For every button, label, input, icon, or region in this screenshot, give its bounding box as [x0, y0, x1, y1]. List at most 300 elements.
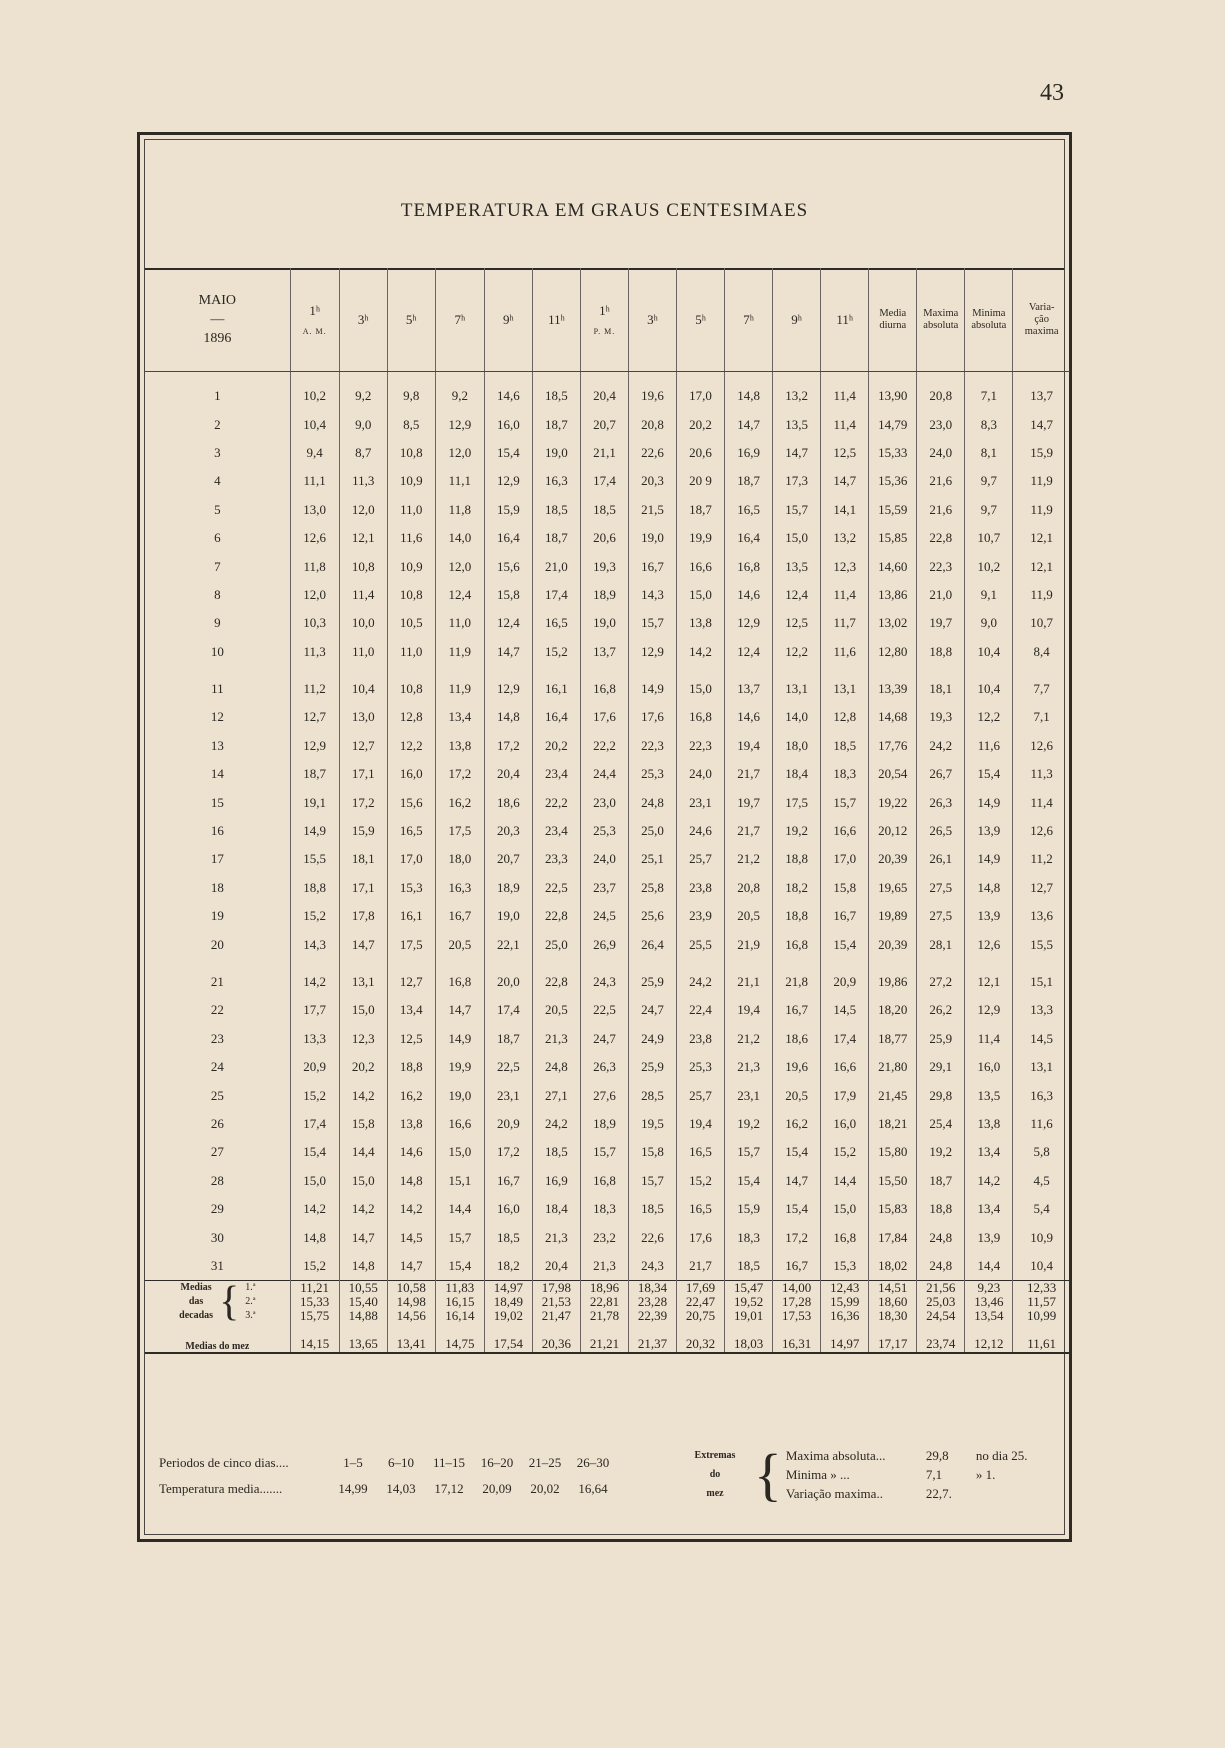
temperature-cell: 14,8 — [965, 874, 1013, 902]
temperature-cell: 15,50 — [869, 1167, 917, 1195]
decadas-cell — [917, 1281, 965, 1324]
decada-value: 15,40 — [348, 1294, 378, 1310]
period-value: 16–20 — [480, 1455, 514, 1470]
decada-value: 11,83 — [445, 1280, 475, 1296]
temperature-cell: 9,0 — [965, 609, 1013, 637]
temperature-cell: 16,4 — [532, 703, 580, 731]
day-number: 31 — [210, 1257, 224, 1273]
decada-value: 10,58 — [396, 1280, 426, 1296]
temperature-cell: 20,6 — [580, 524, 628, 552]
temperature-cell: 15,36 — [869, 467, 917, 495]
temperature-cell: 16,7 — [773, 1252, 821, 1281]
temperature-cell: 15,8 — [484, 581, 532, 609]
decada-ordinal: 3.ª — [245, 1310, 256, 1322]
table-frame — [137, 132, 1072, 1542]
temperature-cell: 14,5 — [821, 996, 869, 1024]
temperature-cell: 22,8 — [532, 959, 580, 996]
temperature-cell: 19,4 — [725, 996, 773, 1024]
temperature-cell: 19,3 — [917, 703, 965, 731]
temperature-cell: 21,0 — [532, 552, 580, 580]
temperature-cell: 16,8 — [580, 666, 628, 703]
temperature-cell: 20,4 — [580, 372, 628, 411]
temperature-cell: 13,8 — [435, 732, 484, 760]
temperature-cell: 17,2 — [484, 732, 532, 760]
temperature-cell: 21,0 — [917, 581, 965, 609]
temperature-cell: 9,7 — [965, 496, 1013, 524]
minima-label: Minima » ... — [785, 1467, 850, 1482]
temperature-cell: 16,5 — [677, 1195, 725, 1223]
temperature-cell: 14,1 — [821, 496, 869, 524]
decada-value: 16,15 — [445, 1294, 475, 1310]
decada-value: 14,97 — [493, 1280, 523, 1296]
temperature-cell: 19,0 — [532, 439, 580, 467]
temperature-label: Temperatura media....... — [159, 1481, 283, 1496]
temperature-cell: 11,0 — [387, 496, 435, 524]
temperature-cell: 25,7 — [677, 1081, 725, 1109]
day-number: 2 — [214, 416, 221, 432]
temperature-cell: 15,5 — [290, 845, 339, 873]
temperature-cell: 13,1 — [773, 666, 821, 703]
temperature-cell: 14,7 — [387, 1252, 435, 1281]
header-hour — [532, 268, 580, 372]
temperature-cell: 19,7 — [725, 788, 773, 816]
header-minima-absoluta — [965, 268, 1013, 372]
header-hour — [580, 268, 628, 372]
temperature-cell: 17,76 — [869, 732, 917, 760]
temperature-cell: 15,3 — [387, 874, 435, 902]
temperature-cell: 16,5 — [532, 609, 580, 637]
decadas-row — [145, 1281, 1070, 1324]
temperature-cell: 21,9 — [725, 930, 773, 958]
medias-mez-cell: 16,31 — [773, 1323, 821, 1352]
temperature-cell: 23,0 — [580, 788, 628, 816]
temperature-cell: 13,7 — [580, 638, 628, 666]
temperature-cell: 18,0 — [773, 732, 821, 760]
header-hour — [821, 268, 869, 372]
temperature-cell: 14,7 — [773, 1167, 821, 1195]
temperature-cell: 18,8 — [387, 1053, 435, 1081]
temperature-cell: 17,1 — [339, 760, 387, 788]
decada-value: 18,34 — [637, 1280, 668, 1296]
temperature-cell: 16,8 — [580, 1167, 628, 1195]
temperature-cell: 15,2 — [290, 902, 339, 930]
header-am: A. M. — [302, 327, 327, 336]
temperature-cell: 20,9 — [290, 1053, 339, 1081]
medias-mez-cell: 12,12 — [965, 1323, 1013, 1352]
temperature-cell: 15,6 — [387, 788, 435, 816]
temperature-cell: 16,1 — [532, 666, 580, 703]
temperature-cell: 17,5 — [773, 788, 821, 816]
temperature-cell: 20,5 — [532, 996, 580, 1024]
temperature-cell: 11,7 — [821, 609, 869, 637]
table-row — [145, 817, 1070, 845]
temperature-cell: 15,1 — [435, 1167, 484, 1195]
header-maxima-absoluta — [917, 268, 965, 372]
medias-mez-cell: 17,17 — [869, 1323, 917, 1352]
temperature-cell: 13,0 — [290, 496, 339, 524]
temperature-cell: 15,4 — [290, 1138, 339, 1166]
temperature-cell: 12,0 — [290, 581, 339, 609]
decadas-cell — [628, 1281, 676, 1324]
header-minima-line: absoluta — [971, 319, 1007, 331]
decadas-cell — [290, 1281, 339, 1324]
temperature-cell: 16,9 — [532, 1167, 580, 1195]
temperature-cell: 21,3 — [580, 1252, 628, 1281]
period-value: 21–25 — [528, 1455, 562, 1470]
temperature-cell: 14,2 — [290, 1195, 339, 1223]
temperature-cell: 24,0 — [917, 439, 965, 467]
header-media-line: Media — [879, 307, 907, 319]
temperature-cell: 18,20 — [869, 996, 917, 1024]
temperature-cell: 10,8 — [387, 666, 435, 703]
medias-mez-cell: 14,15 — [290, 1323, 339, 1352]
temperature-cell: 16,6 — [677, 552, 725, 580]
temperature-cell: 11,0 — [435, 609, 484, 637]
temperature-cell: 13,5 — [773, 552, 821, 580]
temperature-cell: 11,8 — [290, 552, 339, 580]
temperature-cell: 12,0 — [339, 496, 387, 524]
temperature-cell: 12,4 — [773, 581, 821, 609]
temperature-cell: 24,2 — [677, 959, 725, 996]
temperature-cell: 20,5 — [725, 902, 773, 930]
day-number: 20 — [210, 936, 224, 952]
temperature-cell: 12,9 — [484, 666, 532, 703]
temperature-cell: 26,5 — [917, 817, 965, 845]
decadas-cell — [339, 1281, 387, 1324]
temperature-cell: 19,22 — [869, 788, 917, 816]
temperature-cell: 11,9 — [435, 666, 484, 703]
temperature-cell: 5,8 — [1013, 1138, 1070, 1166]
decada-value: 10,55 — [348, 1280, 378, 1296]
temperature-cell: 18,7 — [290, 760, 339, 788]
day-number: 11 — [211, 681, 224, 697]
temperature-cell: 20,39 — [869, 930, 917, 958]
page-title: TEMPERATURA EM GRAUS CENTESIMAES — [400, 200, 809, 221]
temperature-cell: 10,4 — [965, 666, 1013, 703]
temperature-cell: 10,0 — [339, 609, 387, 637]
minima-value: 7,1 — [925, 1467, 943, 1482]
temperature-cell: 15,0 — [290, 1167, 339, 1195]
temperature-cell: 13,4 — [435, 703, 484, 731]
temperature-cell: 20,8 — [917, 372, 965, 411]
temperature-cell: 13,39 — [869, 666, 917, 703]
temperature-cell: 10,8 — [339, 552, 387, 580]
temperature-cell: 14,7 — [484, 638, 532, 666]
temperature-cell: 18,5 — [532, 1138, 580, 1166]
decadas-cell — [387, 1281, 435, 1324]
temperature-cell: 23,4 — [532, 760, 580, 788]
temperature-cell: 16,3 — [435, 874, 484, 902]
temperature-cell: 13,2 — [821, 524, 869, 552]
temperature-cell: 20,5 — [435, 930, 484, 958]
temperature-cell: 18,7 — [484, 1025, 532, 1053]
table-row — [145, 496, 1070, 524]
temperature-cell: 12,7 — [1013, 874, 1070, 902]
day-number: 23 — [210, 1030, 224, 1046]
temperature-cell: 19,2 — [917, 1138, 965, 1166]
temperature-cell: 14,6 — [725, 703, 773, 731]
decada-value: 17,53 — [782, 1308, 812, 1324]
header-variacao-line: ção — [1034, 313, 1049, 325]
temperature-cell: 25,1 — [628, 845, 676, 873]
temperature-cell: 25,8 — [628, 874, 676, 902]
temperature-cell: 17,2 — [773, 1223, 821, 1251]
medias-mez-cell: 21,21 — [580, 1323, 628, 1352]
temperature-cell: 18,9 — [580, 581, 628, 609]
header-maxima-line: Maxima — [923, 307, 959, 319]
temperature-cell: 29,1 — [917, 1053, 965, 1081]
temperature-cell: 20,3 — [484, 817, 532, 845]
decadas-word: das — [188, 1296, 204, 1308]
temperature-cell: 16,7 — [435, 902, 484, 930]
table-row — [145, 1081, 1070, 1109]
header-hour — [628, 268, 676, 372]
temperature-cell: 14,4 — [821, 1167, 869, 1195]
temperature-cell: 11,9 — [435, 638, 484, 666]
temperature-cell: 15,0 — [339, 996, 387, 1024]
temperature-cell: 19,0 — [435, 1081, 484, 1109]
temperature-cell: 17,2 — [339, 788, 387, 816]
temperature-cell: 14,6 — [387, 1138, 435, 1166]
temperature-cell: 18,3 — [580, 1195, 628, 1223]
header-variacao-line: Varia- — [1028, 301, 1055, 313]
temperature-cell: 15,8 — [821, 874, 869, 902]
temperature-cell: 13,6 — [1013, 902, 1070, 930]
temperature-cell: 12,4 — [484, 609, 532, 637]
decada-value: 12,33 — [1027, 1280, 1057, 1296]
temperature-cell: 15,59 — [869, 496, 917, 524]
temperature-cell: 19,7 — [917, 609, 965, 637]
temperature-cell: 13,1 — [1013, 1053, 1070, 1081]
temperature-table — [145, 268, 1070, 1354]
temperature-cell: 22,8 — [532, 902, 580, 930]
decada-value: 14,51 — [878, 1280, 908, 1296]
temperature-cell: 21,2 — [725, 845, 773, 873]
temperature-cell: 19,9 — [677, 524, 725, 552]
temperature-cell: 11,1 — [290, 467, 339, 495]
temperature-cell: 11,4 — [821, 581, 869, 609]
decada-value: 12,43 — [830, 1280, 860, 1296]
temperature-cell: 17,6 — [628, 703, 676, 731]
header-hour-label: 5ʰ — [695, 311, 706, 327]
temperature-cell: 11,3 — [1013, 760, 1070, 788]
temperature-cell: 11,9 — [1013, 581, 1070, 609]
temperature-cell: 16,6 — [821, 1053, 869, 1081]
temperature-cell: 17,8 — [339, 902, 387, 930]
temperature-cell: 20,8 — [725, 874, 773, 902]
temperature-cell: 20,39 — [869, 845, 917, 873]
header-hour-label: 9ʰ — [791, 311, 802, 327]
temperature-cell: 21,1 — [580, 439, 628, 467]
temperature-cell: 16,3 — [1013, 1081, 1070, 1109]
medias-mez-row — [145, 1323, 1070, 1352]
temperature-cell: 26,7 — [917, 760, 965, 788]
temperature-cell: 14,9 — [965, 845, 1013, 873]
header-hour — [435, 268, 484, 372]
temperature-cell: 14,8 — [387, 1167, 435, 1195]
temperature-cell: 21,6 — [917, 496, 965, 524]
table-row — [145, 581, 1070, 609]
temperature-cell: 15,4 — [773, 1138, 821, 1166]
temperature-cell: 15,2 — [290, 1081, 339, 1109]
temperature-cell: 25,4 — [917, 1110, 965, 1138]
temperature-cell: 19,89 — [869, 902, 917, 930]
decada-value: 13,46 — [974, 1294, 1004, 1310]
period-value: 1–5 — [343, 1455, 363, 1470]
medias-mez-cell: 20,36 — [532, 1323, 580, 1352]
extremas-maxima-line — [786, 1446, 1036, 1465]
temperature-cell: 14,4 — [339, 1138, 387, 1166]
temperature-cell: 17,84 — [869, 1223, 917, 1251]
temperature-cell: 11,6 — [1013, 1110, 1070, 1138]
decada-value: 18,60 — [878, 1294, 908, 1310]
day-number: 13 — [210, 737, 224, 753]
temperature-cell: 14,9 — [965, 788, 1013, 816]
temperature-cell: 26,4 — [628, 930, 676, 958]
extremas-word: do — [709, 1469, 721, 1480]
medias-mez-cell: 14,97 — [821, 1323, 869, 1352]
temperature-cell: 15,8 — [339, 1110, 387, 1138]
temperature-cell: 23,1 — [484, 1081, 532, 1109]
temperature-cell: 10,4 — [290, 410, 339, 438]
header-hour — [677, 268, 725, 372]
temperature-cell: 18,6 — [773, 1025, 821, 1053]
temperature-cell: 12,1 — [1013, 552, 1070, 580]
decada-value: 21,56 — [926, 1280, 956, 1296]
temperature-cell: 21,7 — [725, 817, 773, 845]
temperature-cell: 16,3 — [532, 467, 580, 495]
table-row — [145, 1252, 1070, 1281]
table-row — [145, 788, 1070, 816]
temperature-cell: 26,3 — [580, 1053, 628, 1081]
periods-block — [159, 1450, 617, 1502]
minima-day: » 1. — [975, 1467, 996, 1482]
temperature-cell: 12,3 — [821, 552, 869, 580]
decadas-word: decadas — [179, 1310, 214, 1322]
header-hour-label: 11ʰ — [836, 311, 854, 327]
decada-value: 14,98 — [396, 1294, 426, 1310]
temperature-cell: 13,4 — [965, 1138, 1013, 1166]
temperature-cell: 22,2 — [580, 732, 628, 760]
temperature-cell: 27,5 — [917, 902, 965, 930]
temperature-value: 20,02 — [530, 1481, 560, 1496]
temperature-cell: 12,1 — [1013, 524, 1070, 552]
temperature-cell: 14,0 — [435, 524, 484, 552]
temperature-cell: 17,7 — [290, 996, 339, 1024]
brace-icon: { — [754, 1442, 782, 1507]
temperature-cell: 14,4 — [965, 1252, 1013, 1281]
decada-ordinal: 2.ª — [245, 1296, 256, 1308]
temperature-cell: 18,8 — [917, 638, 965, 666]
temperature-cell: 25,3 — [580, 817, 628, 845]
temperature-cell: 16,1 — [387, 902, 435, 930]
header-variacao-line: maxima — [1024, 325, 1059, 337]
table-row — [145, 524, 1070, 552]
decada-value: 19,01 — [733, 1308, 764, 1324]
table-row — [145, 996, 1070, 1024]
temperature-cell: 18,8 — [290, 874, 339, 902]
temperature-cell: 13,9 — [965, 817, 1013, 845]
temperature-cell: 12,9 — [290, 732, 339, 760]
temperature-cell: 15,2 — [677, 1167, 725, 1195]
temperature-cell: 15,8 — [628, 1138, 676, 1166]
decadas-word: Medias — [180, 1282, 212, 1294]
temperature-cell: 10,3 — [290, 609, 339, 637]
temperature-cell: 20,6 — [677, 439, 725, 467]
decada-ordinal: 1.ª — [245, 1282, 256, 1294]
temperature-value: 16,64 — [578, 1481, 608, 1496]
header-hour-label: 7ʰ — [454, 311, 466, 327]
temperature-cell: 12,8 — [821, 703, 869, 731]
decada-value: 15,75 — [300, 1308, 330, 1324]
temperature-cell: 14,0 — [773, 703, 821, 731]
table-row — [145, 1138, 1070, 1166]
temperature-row — [159, 1476, 617, 1502]
temperature-cell: 17,4 — [580, 467, 628, 495]
day-number: 8 — [214, 586, 221, 602]
temperature-value: 17,12 — [434, 1481, 464, 1496]
temperature-cell: 18,02 — [869, 1252, 917, 1281]
temperature-cell: 12,2 — [387, 732, 435, 760]
day-number: 10 — [210, 643, 224, 659]
temperature-cell: 14,8 — [339, 1252, 387, 1281]
temperature-cell: 12,8 — [387, 703, 435, 731]
temperature-cell: 21,2 — [725, 1025, 773, 1053]
temperature-cell: 14,7 — [821, 467, 869, 495]
decada-value: 17,28 — [782, 1294, 812, 1310]
temperature-cell: 12,4 — [725, 638, 773, 666]
temperature-cell: 16,6 — [821, 817, 869, 845]
temperature-cell: 14,7 — [339, 1223, 387, 1251]
table-row — [145, 703, 1070, 731]
table-row — [145, 1025, 1070, 1053]
temperature-cell: 11,0 — [387, 638, 435, 666]
temperature-cell: 15,9 — [484, 496, 532, 524]
decada-value: 21,47 — [541, 1308, 572, 1324]
variacao-value: 22,7. — [925, 1486, 952, 1501]
temperature-cell: 23,8 — [677, 1025, 725, 1053]
temperature-cell: 8,3 — [965, 410, 1013, 438]
temperature-cell: 21,80 — [869, 1053, 917, 1081]
temperature-cell: 9,8 — [387, 372, 435, 411]
temperature-cell: 12,6 — [965, 930, 1013, 958]
header-hour — [484, 268, 532, 372]
temperature-cell: 20,2 — [532, 732, 580, 760]
temperature-cell: 16,2 — [773, 1110, 821, 1138]
temperature-cell: 11,6 — [965, 732, 1013, 760]
temperature-cell: 21,6 — [917, 467, 965, 495]
header-row — [145, 268, 1070, 372]
temperature-cell: 9,7 — [965, 467, 1013, 495]
temperature-cell: 13,5 — [965, 1081, 1013, 1109]
temperature-cell: 14,3 — [290, 930, 339, 958]
temperature-cell: 19,2 — [773, 817, 821, 845]
temperature-cell: 12,4 — [435, 581, 484, 609]
header-hour-label: 11ʰ — [548, 311, 565, 327]
temperature-cell: 16,7 — [821, 902, 869, 930]
temperature-cell: 15,1 — [1013, 959, 1070, 996]
temperature-cell: 21,1 — [725, 959, 773, 996]
temperature-cell: 10,8 — [387, 581, 435, 609]
temperature-cell: 13,8 — [965, 1110, 1013, 1138]
decada-value: 14,56 — [396, 1308, 426, 1324]
temperature-cell: 26,2 — [917, 996, 965, 1024]
temperature-cell: 11,9 — [1013, 467, 1070, 495]
header-media-diurna — [869, 268, 917, 372]
temperature-cell: 21,3 — [532, 1025, 580, 1053]
temperature-cell: 22,5 — [532, 874, 580, 902]
day-number: 3 — [214, 444, 221, 460]
